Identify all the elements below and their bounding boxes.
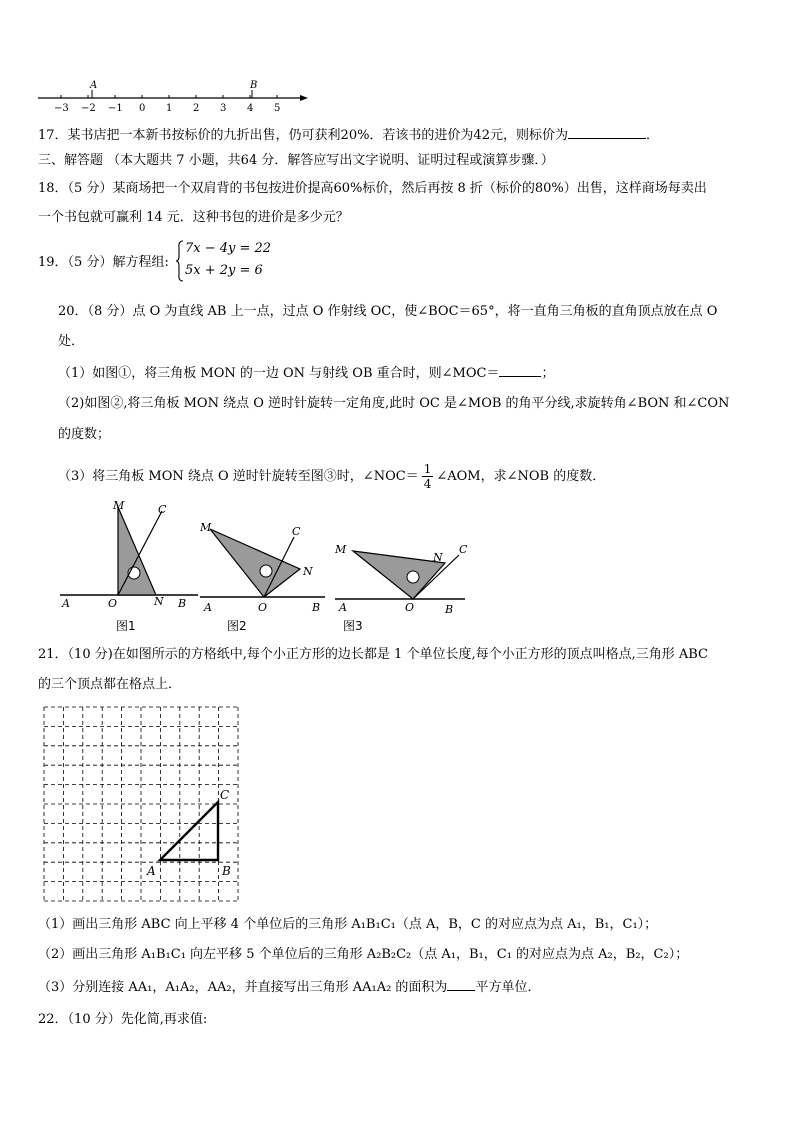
equation-2: 5x + 2y = 6: [185, 263, 263, 278]
svg-text:A: A: [339, 601, 347, 614]
svg-text:C: C: [158, 503, 167, 516]
svg-text:A: A: [204, 601, 212, 614]
q20-part1: [58, 364, 554, 383]
svg-text:M: M: [200, 521, 212, 534]
grid-figure: [40, 703, 246, 903]
svg-text:M: M: [335, 543, 347, 556]
svg-text:O: O: [258, 601, 268, 614]
number-line: [36, 78, 316, 116]
svg-text:O: O: [108, 597, 118, 610]
q20-part2a: （2)如图②,将三角板 MON 绕点 O 逆时针旋转一定角度,此时 OC 是∠MOB 的角平分线,求旋转角∠BON 和∠CON: [58, 396, 730, 411]
frac-numerator: 1: [423, 462, 432, 476]
grid-label-c: C: [220, 788, 230, 802]
svg-text:N: N: [433, 551, 443, 564]
fraction: [422, 462, 434, 491]
svg-text:N: N: [303, 565, 313, 578]
figure-2-caption: 图2: [227, 619, 247, 633]
q20-answer-blank[interactable]: [499, 364, 541, 377]
q19-prefix: 19．（5 分）解方程组:: [38, 255, 169, 270]
section-3-heading: 三、解答题 （本大题共 7 小题，共64 分．解答应写出文字说明、证明过程或演算步骤．）: [38, 153, 554, 168]
grid-label-a: A: [147, 864, 156, 878]
q17-text: 17．某书店把一本新书按标价的九折出售，仍可获利20%．若该书的进价为42元，则标价为: [38, 128, 568, 143]
q17-answer-blank[interactable]: [568, 126, 646, 139]
left-brace-icon: [175, 240, 185, 282]
q20-part3-post: ∠AOM，求∠NOB 的度数．: [436, 469, 606, 484]
q21-part3-text: （3）分别连接 AA₁，A₁A₂，AA₂，并直接写出三角形 AA₁A₂ 的面积为: [38, 980, 448, 995]
q21-answer-blank[interactable]: [447, 978, 475, 991]
svg-text:C: C: [459, 543, 468, 556]
grid-label-b: B: [222, 864, 231, 878]
tick-label: 5: [274, 103, 281, 114]
svg-text:B: B: [178, 597, 187, 610]
svg-text:A: A: [62, 597, 70, 610]
question-17: [38, 126, 659, 145]
point-a-label: A: [90, 80, 98, 91]
q22-text: 22．（10 分）先化简,再求值:: [38, 1012, 208, 1027]
tick-label: 0: [139, 103, 146, 114]
figure-2: [200, 515, 330, 615]
q21-line2: 的三个顶点都在格点上．: [38, 677, 182, 692]
tick-label: 3: [220, 103, 227, 114]
q20-part3-pre: （3）将三角板 MON 绕点 O 逆时针旋转至图③时，∠NOC＝: [58, 469, 419, 484]
tick-label: −2: [81, 103, 96, 114]
svg-text:M: M: [113, 499, 125, 512]
q21-part1: （1）画出三角形 ABC 向上平移 4 个单位后的三角形 A₁B₁C₁（点 A，B，C 的对应点为点 A₁，B₁，C₁）；: [38, 917, 658, 932]
svg-text:B: B: [312, 601, 321, 614]
q21-part2: （2）画出三角形 A₁B₁C₁ 向左平移 5 个单位后的三角形 A₂B₂C₂（点 A₁，B₁，C₁ 的对应点为点 A₂，B₂，C₂）；: [38, 947, 689, 962]
q21-part3: [38, 978, 540, 997]
q17-end: ．: [645, 128, 659, 143]
svg-text:B: B: [445, 603, 454, 616]
svg-text:N: N: [154, 595, 164, 608]
q20-line1: 20．（8 分）点 O 为直线 AB 上一点，过点 O 作射线 OC，使∠BOC＝65°，将一直角三角板的直角顶点放在点 O: [58, 304, 718, 319]
tick-label: −1: [108, 103, 123, 114]
q18-line2: 一个书包就可赢利 14 元．这种书包的进价是多少元？: [38, 210, 349, 225]
q21-part3-end: 平方单位．: [475, 980, 541, 995]
tick-label: 1: [166, 103, 173, 114]
q21-line1: 21．（10 分)在如图所示的方格纸中,每个小正方形的边长都是 1 个单位长度,每个小正方形的顶点叫格点,三角形 ABC: [38, 647, 708, 662]
q20-part1-end: ；: [541, 366, 555, 381]
q20-part3: [58, 462, 605, 491]
q18-line1: 18．（5 分）某商场把一个双肩背的书包按进价提高60%标价，然后再按 8 折（标价的80%）出售，这样商场每卖出: [38, 181, 707, 196]
tick-label: 4: [247, 103, 254, 114]
q20-part1-text: （1）如图①，将三角板 MON 的一边 ON 与射线 OB 重合时，则∠MOC＝: [58, 366, 500, 381]
figure-3-caption: 图3: [343, 619, 363, 633]
equation-1: 7x − 4y = 22: [185, 241, 272, 256]
svg-text:O: O: [405, 601, 415, 614]
figure-3: [335, 535, 475, 617]
svg-text:C: C: [292, 525, 301, 538]
figure-1-caption: 图1: [116, 619, 136, 633]
tick-label: 2: [193, 103, 200, 114]
frac-denominator: 4: [423, 477, 432, 491]
tick-label: −3: [54, 103, 69, 114]
q20-part2b: 的度数；: [58, 427, 111, 442]
equation-system: [175, 240, 285, 282]
figure-1: [58, 495, 198, 615]
point-b-label: B: [250, 80, 258, 91]
q20-line2: 处．: [58, 334, 85, 349]
